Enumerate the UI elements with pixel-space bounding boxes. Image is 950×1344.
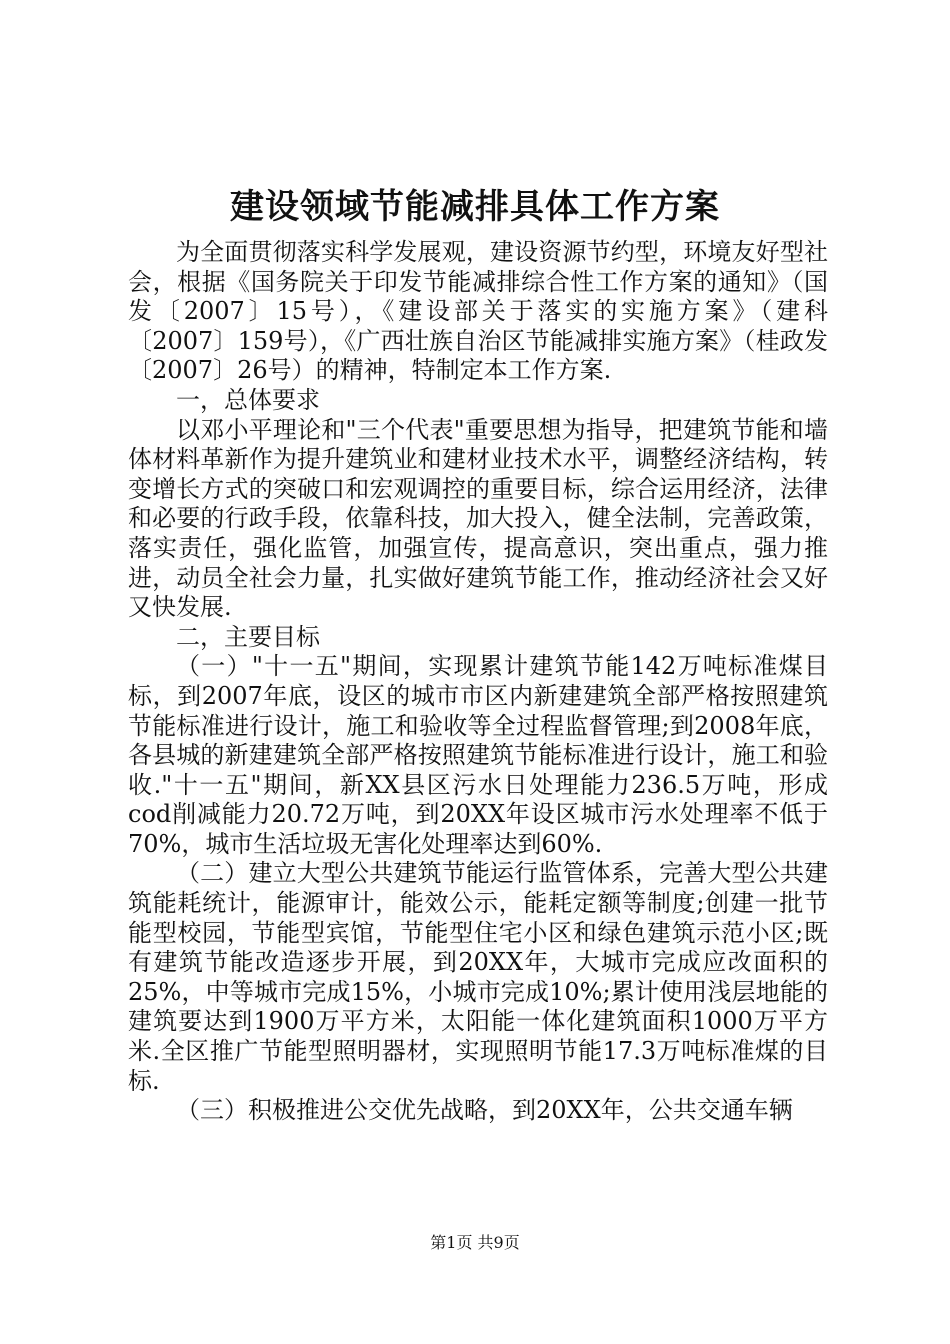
paragraph-intro: 为全面贯彻落实科学发展观，建设资源节约型，环境友好型社会，根据《国务院关于印发节能减排综合性工作方案的通知》（国发〔2007〕15号），《建设部关于落实的实施方案》（建科〔2007〕159号），《广西壮族自治区节能减排实施方案》（桂政发〔2007〕26号）的精神，特制定本工作方案. [128, 238, 828, 385]
document-body [128, 238, 828, 1126]
heading-general-requirements: 一，总体要求 [176, 385, 320, 414]
page-number-footer: 第1页 共9页 [430, 1233, 520, 1252]
paragraph-general-requirements: 以邓小平理论和"三个代表"重要思想为指导，把建筑节能和墙体材料革新作为提升建筑业和建材业技术水平，调整经济结构，转变增长方式的突破口和宏观调控的重要目标，综合运用经济，法律和必要的行政手段，依靠科技，加大投入，健全法制，完善政策，落实责任，强化监管，加强宣传，提高意识，突出重点，强力推进，动员全社会力量，扎实做好建筑节能工作，推动经济社会又好又快发展. [128, 415, 828, 622]
paragraph-goal-2: （二）建立大型公共建筑节能运行监管体系，完善大型公共建筑能耗统计，能源审计，能效公示，能耗定额等制度;创建一批节能型校园，节能型宾馆，节能型住宅小区和绿色建筑示范小区;既有建筑节能改造逐步开展，到20XX年，大城市完成应改面积的25%，中等城市完成15%，小城市完成10%;累计使用浅层地能的建筑要达到1900万平方米，太阳能一体化建筑面积1000万平方米.全区推广节能型照明器材，实现照明节能17.3万吨标准煤的目标. [128, 859, 828, 1095]
heading-main-goals: 二，主要目标 [176, 622, 320, 651]
document-title: 建设领域节能减排具体工作方案 [230, 187, 720, 227]
paragraph-goal-3: （三）积极推进公交优先战略，到20XX年，公共交通车辆 [176, 1096, 793, 1125]
paragraph-goal-1: （一）"十一五"期间，实现累计建筑节能142万吨标准煤目标，到2007年底，设区的城市市区内新建建筑全部严格按照建筑节能标准进行设计，施工和验收等全过程监督管理;到2008年底，各县城的新建建筑全部严格按照建筑节能标准进行设计，施工和验收."十一五"期间，新XX县区污水日处理能力236.5万吨，形成cod削减能力20.72万吨，到20XX年设区城市污水处理率不低于70%，城市生活垃圾无害化处理率达到60%. [128, 652, 828, 858]
